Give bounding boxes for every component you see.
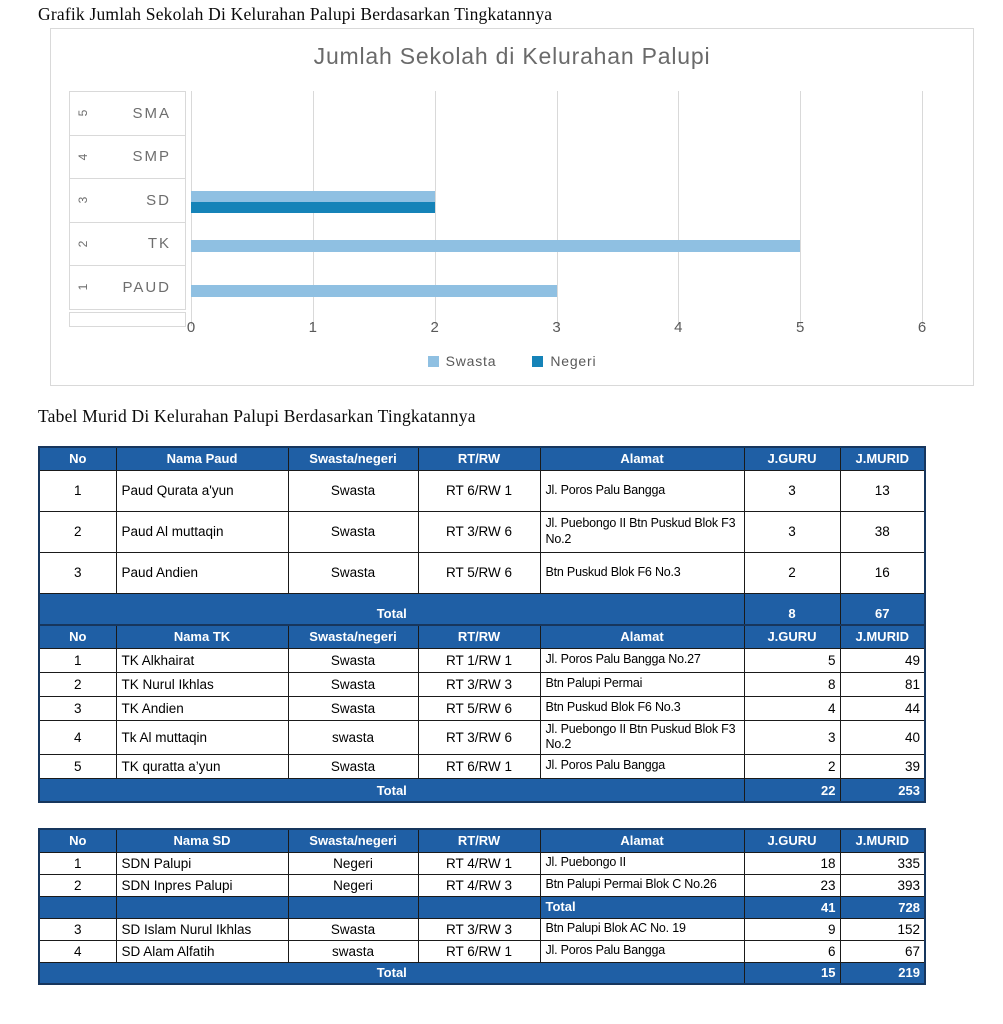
cell-guru: 8 — [744, 672, 840, 696]
table-row — [39, 918, 925, 940]
cell-alamat: Jl. Poros Palu Bangga — [540, 470, 744, 511]
cell-status: Negeri — [288, 852, 418, 874]
cell-rtrw: RT 6/RW 1 — [418, 754, 540, 778]
cell-guru: 6 — [744, 940, 840, 962]
total-murid: 67 — [840, 593, 925, 634]
subtotal-empty-cell — [39, 896, 116, 918]
cell-alamat: Btn Palupi Permai Blok C No.26 — [540, 874, 744, 896]
cell-nama: Paud Qurata a'yun — [116, 470, 288, 511]
column-header-alamat: Alamat — [540, 447, 744, 470]
x-tick-label: 2 — [430, 319, 439, 336]
table-row — [39, 720, 925, 754]
cell-guru: 9 — [744, 918, 840, 940]
category-label: SMP — [132, 148, 171, 166]
cell-murid: 13 — [840, 470, 925, 511]
cell-rtrw: RT 3/RW 6 — [418, 720, 540, 754]
cell-rtrw: RT 6/RW 1 — [418, 940, 540, 962]
bar-row — [191, 135, 922, 179]
column-header-alamat: Alamat — [540, 625, 744, 648]
header-row — [39, 829, 925, 852]
cell-nama: SD Alam Alfatih — [116, 940, 288, 962]
column-header-status: Swasta/negeri — [288, 625, 418, 648]
cell-nama: Paud Andien — [116, 552, 288, 593]
table-row — [39, 874, 925, 896]
cell-rtrw: RT 5/RW 6 — [418, 552, 540, 593]
x-tick-label: 4 — [674, 319, 683, 336]
cell-alamat: Jl. Puebongo II Btn Puskud Blok F3 No.2 — [540, 720, 744, 754]
data-table — [38, 446, 926, 635]
cell-rtrw: RT 3/RW 3 — [418, 672, 540, 696]
bar-negeri — [191, 202, 435, 213]
cell-nama: SDN Palupi — [116, 852, 288, 874]
table-row — [39, 696, 925, 720]
cell-no: 1 — [39, 648, 116, 672]
cell-status: Swasta — [288, 648, 418, 672]
gridline — [922, 91, 923, 326]
cell-rtrw: RT 4/RW 3 — [418, 874, 540, 896]
cell-status: Swasta — [288, 754, 418, 778]
cell-alamat: Jl. Puebongo II Btn Puskud Blok F3 No.2 — [540, 511, 744, 552]
legend — [51, 353, 973, 369]
cell-murid: 393 — [840, 874, 925, 896]
cell-no: 1 — [39, 470, 116, 511]
cell-status: Negeri — [288, 874, 418, 896]
category-label: SMA — [132, 104, 171, 122]
cell-guru: 23 — [744, 874, 840, 896]
category-cell — [69, 222, 186, 267]
legend-item — [532, 353, 596, 369]
cell-guru: 3 — [744, 470, 840, 511]
x-tick-label: 1 — [308, 319, 317, 336]
cell-murid: 16 — [840, 552, 925, 593]
category-axis-number: 2 — [76, 240, 90, 248]
cell-nama: TK Nurul Ikhlas — [116, 672, 288, 696]
category-label: SD — [146, 191, 171, 209]
plot-area — [186, 91, 927, 336]
cell-no: 3 — [39, 552, 116, 593]
cell-alamat: Btn Palupi Permai — [540, 672, 744, 696]
cell-status: Swasta — [288, 696, 418, 720]
category-axis-number: 4 — [76, 153, 90, 161]
cell-rtrw: RT 1/RW 1 — [418, 648, 540, 672]
subtotal-empty-cell — [288, 896, 418, 918]
cell-murid: 49 — [840, 648, 925, 672]
cell-murid: 152 — [840, 918, 925, 940]
cell-murid: 40 — [840, 720, 925, 754]
column-header-no: No — [39, 625, 116, 648]
table-row — [39, 852, 925, 874]
chart-title: Jumlah Sekolah di Kelurahan Palupi — [313, 43, 711, 69]
category-axis-number: 3 — [76, 196, 90, 204]
table-row — [39, 940, 925, 962]
cell-nama: SDN Inpres Palupi — [116, 874, 288, 896]
total-label: Total — [39, 962, 744, 984]
cell-no: 4 — [39, 720, 116, 754]
total-label: Total — [39, 593, 744, 634]
total-murid: 253 — [840, 778, 925, 802]
column-header-guru: J.GURU — [744, 447, 840, 470]
cell-status: swasta — [288, 720, 418, 754]
cell-no: 1 — [39, 852, 116, 874]
grafik-section-title: Grafik Jumlah Sekolah Di Kelurahan Palupi Berdasarkan Tingkatannya — [38, 4, 553, 24]
legend-label: Swasta — [445, 353, 497, 369]
cell-murid: 44 — [840, 696, 925, 720]
cell-rtrw: RT 3/RW 6 — [418, 511, 540, 552]
cell-alamat: Jl. Puebongo II — [540, 852, 744, 874]
cell-alamat: Btn Puskud Blok F6 No.3 — [540, 696, 744, 720]
x-tick-label: 0 — [186, 319, 196, 336]
cell-nama: Tk Al muttaqin — [116, 720, 288, 754]
bar-swasta — [191, 240, 800, 252]
cell-status: Swasta — [288, 918, 418, 940]
cell-nama: TK quratta a’yun — [116, 754, 288, 778]
cell-rtrw: RT 3/RW 3 — [418, 918, 540, 940]
column-header-no: No — [39, 829, 116, 852]
category-axis-footer — [69, 312, 186, 327]
category-label: TK — [147, 235, 171, 253]
subtotal-guru: 41 — [744, 896, 840, 918]
cell-guru: 18 — [744, 852, 840, 874]
column-header-nama: Nama TK — [116, 625, 288, 648]
total-row — [39, 962, 925, 984]
cell-nama: TK Andien — [116, 696, 288, 720]
table-paud — [38, 446, 924, 635]
cell-alamat: Jl. Poros Palu Bangga No.27 — [540, 648, 744, 672]
bar-row — [191, 180, 922, 224]
legend-swatch-swasta — [428, 356, 439, 367]
cell-alamat: Jl. Poros Palu Bangga — [540, 754, 744, 778]
cell-alamat: Jl. Poros Palu Bangga — [540, 940, 744, 962]
cell-no: 2 — [39, 874, 116, 896]
x-tick-label: 3 — [552, 319, 561, 336]
cell-no: 4 — [39, 940, 116, 962]
column-header-rtrw: RT/RW — [418, 829, 540, 852]
cell-nama: SD Islam Nurul Ikhlas — [116, 918, 288, 940]
total-guru: 8 — [744, 593, 840, 634]
subtotal-empty-cell — [418, 896, 540, 918]
cell-murid: 67 — [840, 940, 925, 962]
table-row — [39, 511, 925, 552]
category-cell — [69, 265, 186, 310]
cell-guru: 4 — [744, 696, 840, 720]
cell-alamat: Btn Palupi Blok AC No. 19 — [540, 918, 744, 940]
cell-murid: 38 — [840, 511, 925, 552]
data-table — [38, 828, 926, 985]
subtotal-murid: 728 — [840, 896, 925, 918]
cell-no: 5 — [39, 754, 116, 778]
category-cell — [69, 135, 186, 180]
cell-murid: 335 — [840, 852, 925, 874]
cell-rtrw: RT 4/RW 1 — [418, 852, 540, 874]
total-guru: 22 — [744, 778, 840, 802]
cell-murid: 81 — [840, 672, 925, 696]
column-header-murid: J.MURID — [840, 447, 925, 470]
legend-swatch-negeri — [532, 356, 543, 367]
legend-item — [428, 353, 497, 369]
column-header-no: No — [39, 447, 116, 470]
data-table — [38, 624, 926, 803]
cell-status: Swasta — [288, 552, 418, 593]
bar-row — [191, 224, 922, 268]
cell-guru: 3 — [744, 720, 840, 754]
cell-guru: 5 — [744, 648, 840, 672]
chart-container — [50, 28, 974, 386]
category-cell — [69, 178, 186, 223]
category-axis — [69, 91, 186, 310]
x-tick-label: 5 — [795, 319, 805, 336]
cell-no: 3 — [39, 696, 116, 720]
column-header-murid: J.MURID — [840, 829, 925, 852]
column-header-status: Swasta/negeri — [288, 829, 418, 852]
column-header-rtrw: RT/RW — [418, 625, 540, 648]
cell-status: Swasta — [288, 672, 418, 696]
category-axis-number: 1 — [76, 283, 90, 291]
category-label: PAUD — [122, 278, 171, 296]
x-tick-label: 6 — [917, 319, 927, 336]
cell-nama: TK Alkhairat — [116, 648, 288, 672]
column-header-status: Swasta/negeri — [288, 447, 418, 470]
cell-status: swasta — [288, 940, 418, 962]
column-header-nama: Nama SD — [116, 829, 288, 852]
subtotal-empty-cell — [116, 896, 288, 918]
bar-swasta — [191, 285, 557, 297]
total-label: Total — [39, 778, 744, 802]
table-row — [39, 754, 925, 778]
column-header-rtrw: RT/RW — [418, 447, 540, 470]
subtotal-row — [39, 896, 925, 918]
table-sd — [38, 828, 924, 985]
total-row — [39, 778, 925, 802]
cell-nama: Paud Al muttaqin — [116, 511, 288, 552]
cell-rtrw: RT 5/RW 6 — [418, 696, 540, 720]
table-row — [39, 672, 925, 696]
bar-row — [191, 269, 922, 313]
category-axis-number: 5 — [76, 109, 90, 117]
legend-label: Negeri — [550, 353, 597, 369]
table-row — [39, 552, 925, 593]
table-row — [39, 470, 925, 511]
table-tk — [38, 624, 924, 803]
cell-alamat: Btn Puskud Blok F6 No.3 — [540, 552, 744, 593]
total-guru: 15 — [744, 962, 840, 984]
header-row — [39, 625, 925, 648]
header-row — [39, 447, 925, 470]
total-murid: 219 — [840, 962, 925, 984]
column-header-guru: J.GURU — [744, 829, 840, 852]
table-row — [39, 648, 925, 672]
cell-rtrw: RT 6/RW 1 — [418, 470, 540, 511]
cell-murid: 39 — [840, 754, 925, 778]
cell-status: Swasta — [288, 470, 418, 511]
subtotal-label: Total — [540, 896, 744, 918]
cell-guru: 2 — [744, 552, 840, 593]
cell-no: 3 — [39, 918, 116, 940]
category-cell — [69, 91, 186, 136]
tabel-section-title: Tabel Murid Di Kelurahan Palupi Berdasarkan Tingkatannya — [38, 406, 476, 426]
bar-row — [191, 91, 922, 135]
column-header-murid: J.MURID — [840, 625, 925, 648]
cell-guru: 3 — [744, 511, 840, 552]
cell-guru: 2 — [744, 754, 840, 778]
bar-swasta — [191, 191, 435, 202]
column-header-alamat: Alamat — [540, 829, 744, 852]
cell-no: 2 — [39, 672, 116, 696]
cell-status: Swasta — [288, 511, 418, 552]
column-header-nama: Nama Paud — [116, 447, 288, 470]
cell-no: 2 — [39, 511, 116, 552]
column-header-guru: J.GURU — [744, 625, 840, 648]
